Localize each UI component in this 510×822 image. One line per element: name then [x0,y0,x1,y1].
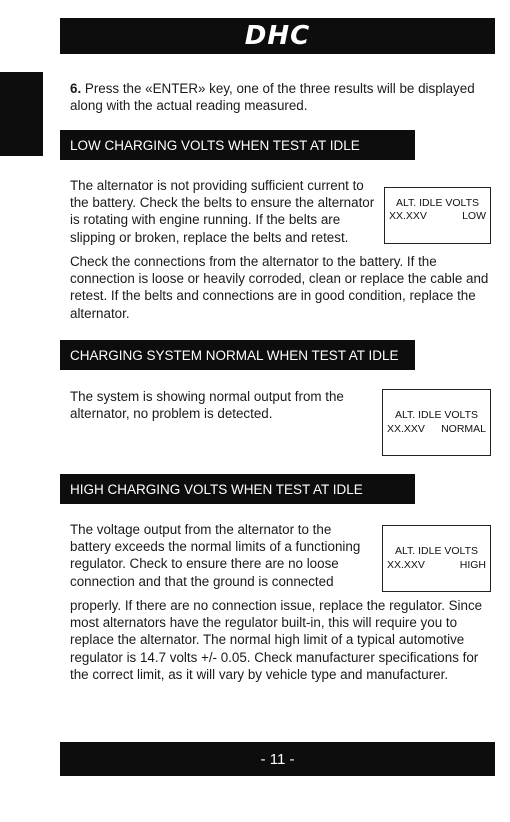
lcd-display-low [384,187,491,244]
page-number: - 11 - [260,750,295,768]
lcd-status: LOW [462,210,486,222]
lcd-line1: ALT. IDLE VOLTS [394,409,479,421]
lcd-line1: ALT. IDLE VOLTS [394,545,479,557]
section-normal-paragraph: The system is showing normal output from the alternator, no problem is detected. [70,389,344,422]
lcd-display-normal [382,389,491,456]
lcd-status: HIGH [459,559,486,571]
section-title-normal-text: CHARGING SYSTEM NORMAL WHEN TEST AT IDLE [70,347,399,363]
section-title-high [60,474,415,504]
lcd-value: XX.XXV [389,210,427,222]
lcd-value: XX.XXV [387,423,425,435]
step-instruction [70,80,495,114]
side-tab [0,72,43,156]
section-low-paragraph: The alternator is not providing sufficient current to the battery. Check the belts to ensure the alternator is rotating with engine running. If the belts are slipping or broken, replace the belts and retest. [70,178,375,245]
section-title-low [60,130,415,160]
step-text: Press the «ENTER» key, one of the three results will be displayed along with the actual reading measured. [70,81,475,114]
header-bar [60,18,495,54]
lcd-line1: ALT. IDLE VOLTS [395,197,480,209]
section-title-high-text: HIGH CHARGING VOLTS WHEN TEST AT IDLE [70,481,363,497]
footer-bar [60,742,495,776]
brand-logo: DHC [244,21,311,51]
lcd-status: NORMAL [441,423,486,435]
section-high-paragraph: The voltage output from the alternator to the battery exceeds the normal limits of a functioning regulator. Check to ensure there are no loose connection and that the ground is connected [70,522,361,589]
lcd-value: XX.XXV [387,559,425,571]
section-title-low-text: LOW CHARGING VOLTS WHEN TEST AT IDLE [70,137,360,153]
section-high-paragraph-2: properly. If there are no connection issue, replace the regulator. Since most alternators have the regulator built-in, this will require you to replace the alternator. The normal high limit of a typical automotive regulator is 14.7 volts +/- 0.05. Check manufacturer specifications for the correct limit, as it will vary by vehicle type and manufacturer. [70,598,483,682]
section-title-normal [60,340,415,370]
lcd-display-high [382,525,491,592]
step-number: 6. [70,81,82,96]
section-low-paragraph-2: Check the connections from the alternator to the battery. If the connection is loose or heavily corroded, clean or replace the cable and retest. If the belts and connections are in good condition, replace the alternator. [70,254,489,321]
